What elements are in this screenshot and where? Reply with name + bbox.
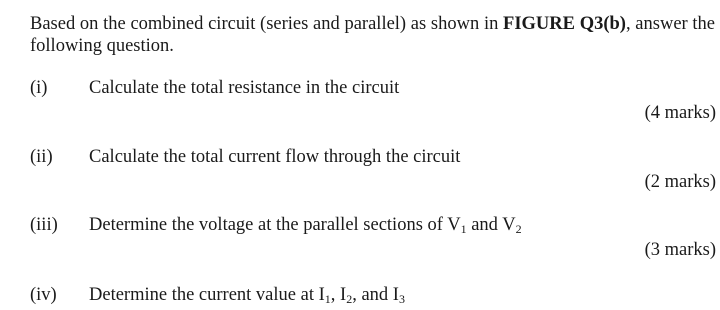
question-text: Calculate the total current flow through the circuit <box>89 147 461 167</box>
question-text-part: Determine the voltage at the parallel sections of V <box>89 215 461 235</box>
question-text-part: , and I <box>352 285 399 305</box>
subscript: 3 <box>398 292 405 306</box>
subscript: 1 <box>460 222 467 236</box>
subscript: 2 <box>515 222 522 236</box>
question-number: (ii) <box>30 147 53 167</box>
question-number: (iii) <box>30 215 58 235</box>
marks-label: (4 marks) <box>644 103 716 123</box>
question-text-part: , I <box>330 285 347 305</box>
question-text: Calculate the total resistance in the circuit <box>89 78 400 98</box>
question-number: (iv) <box>30 285 57 305</box>
question-text-part: Determine the current value at I <box>89 285 325 305</box>
subscript: 1 <box>324 292 331 306</box>
intro-text-before: Based on the combined circuit (series and parallel) as shown in <box>30 14 504 34</box>
subscript: 2 <box>346 292 353 306</box>
question-text-part: and V <box>466 215 516 235</box>
marks-label: (2 marks) <box>644 172 716 192</box>
question-number: (i) <box>30 78 48 98</box>
question-text <box>89 284 405 306</box>
question-intro <box>30 13 715 57</box>
question-text <box>89 214 522 236</box>
intro-text-after: , answer the following question. <box>30 14 716 56</box>
marks-label: (3 marks) <box>644 240 716 260</box>
figure-reference: FIGURE Q3(b) <box>503 14 626 34</box>
